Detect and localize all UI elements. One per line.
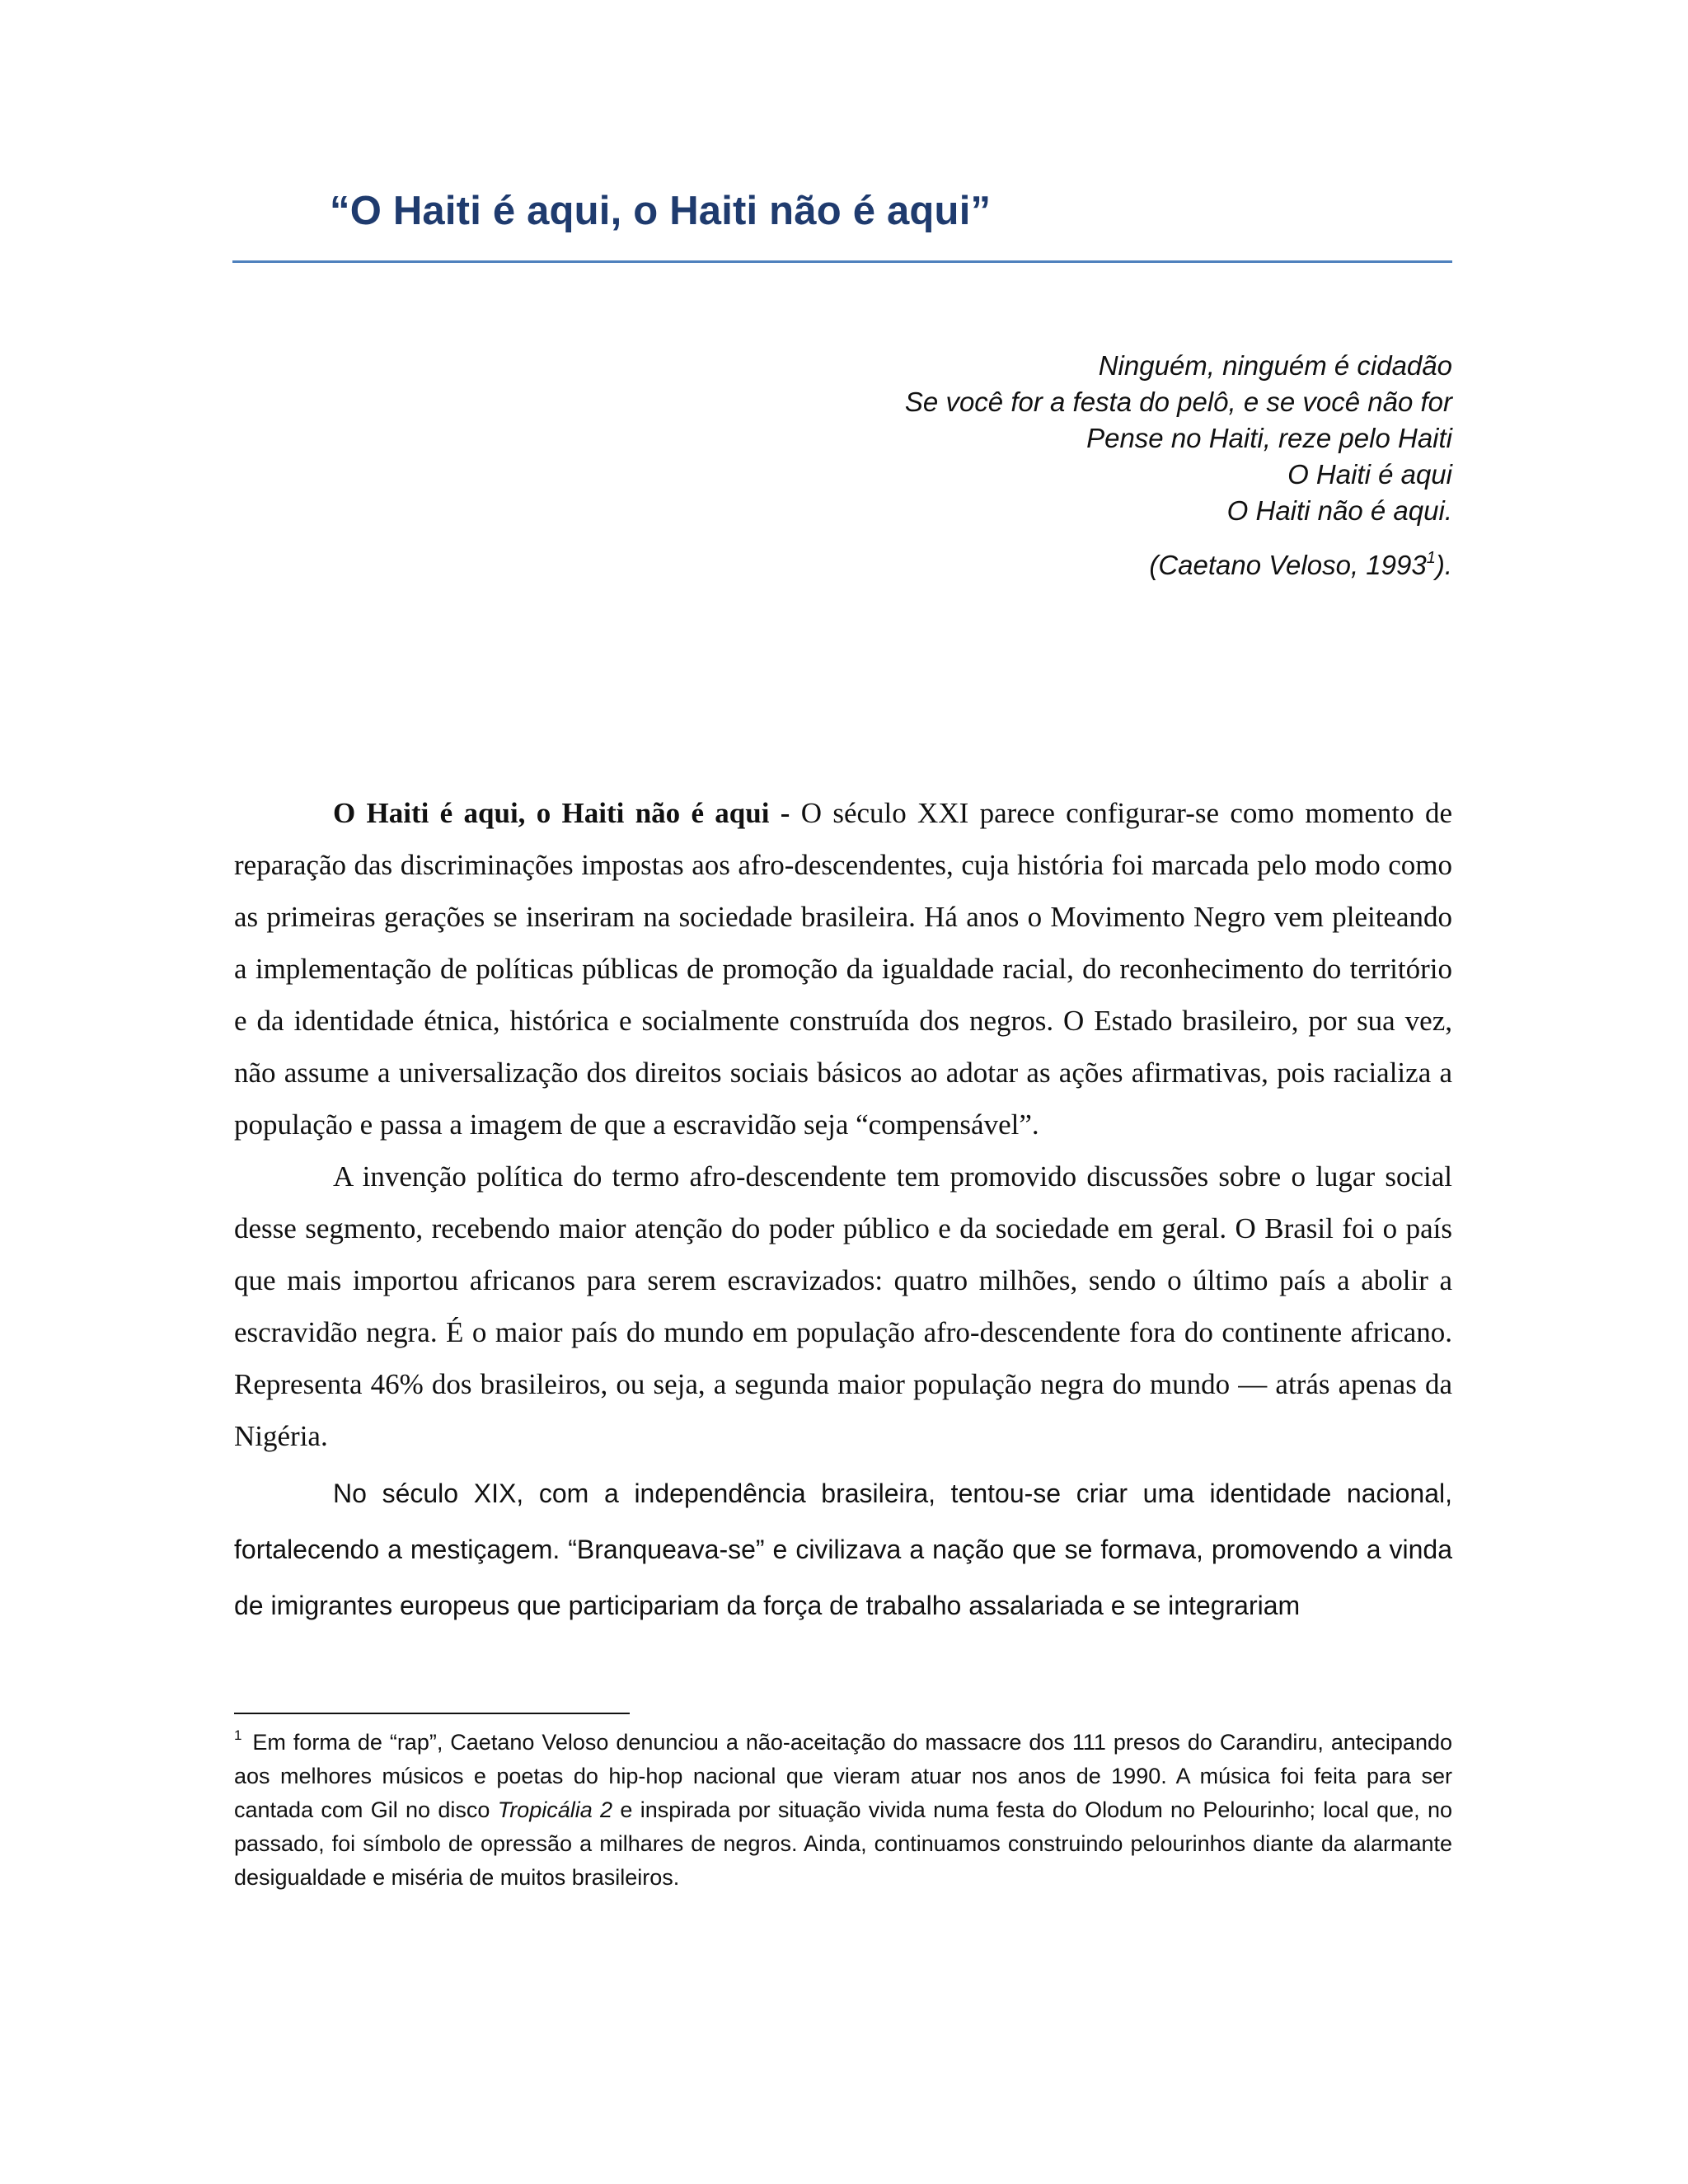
footnote-text-end: e inspirada por situação vivida numa festa do Olodum no Pelourinho; local que, no passado, foi símbolo de opressão a milhares de negros. Ainda, continuamos construindo pelourinhos diante da alarmante desigualdade e miséria de muitos brasileiros. bbox=[234, 1797, 1452, 1890]
epigraph bbox=[463, 348, 1452, 583]
album-title: Tropicália 2 bbox=[497, 1797, 613, 1822]
paragraph-1 bbox=[234, 787, 1452, 1151]
paragraph-3 bbox=[234, 1465, 1452, 1633]
paragraph-2 bbox=[234, 1151, 1452, 1462]
footnote bbox=[234, 1726, 1452, 1895]
paragraph-lead: O Haiti é aqui, o Haiti não é aqui - bbox=[333, 797, 790, 829]
epigraph-line: Ninguém, ninguém é cidadão bbox=[1098, 350, 1452, 381]
footnote-reference[interactable]: 1 bbox=[1426, 549, 1436, 567]
body-text bbox=[234, 787, 1452, 1633]
title-divider bbox=[232, 260, 1452, 263]
citation-close: ). bbox=[1435, 550, 1452, 580]
paragraph-text: O século XXI parece configurar-se como momento de reparação das discriminações impostas aos afro-descendentes, cuja história foi marcada pelo modo como as primeiras gerações se inseriram na sociedade brasileira. Há anos o Movimento Negro vem pleiteando a implementação de políticas públicas de promoção da igualdade racial, do reconhecimento do território e da identidade étnica, histórica e socialmente construída dos negros. O Estado brasileiro, por sua vez, não assume a universalização dos direitos sociais básicos ao adotar as ações afirmativas, pois racializa a população e passa a imagem de que a escravidão seja “compensável”. bbox=[234, 797, 1452, 1141]
footnote-separator bbox=[234, 1713, 630, 1714]
epigraph-line: O Haiti não é aqui. bbox=[1226, 495, 1452, 526]
footnote-text: Em forma de “rap”, Caetano Veloso denunciou a não-aceitação do massacre dos 111 presos do Carandiru, antecipando aos melhores músicos e poetas do hip-hop nacional que vieram atuar nos anos de 1990. A música foi feita para ser cantada com Gil no disco bbox=[234, 1730, 1452, 1822]
epigraph-line: O Haiti é aqui bbox=[1287, 459, 1452, 490]
epigraph-line: Se você for a festa do pelô, e se você não for bbox=[904, 387, 1452, 417]
paragraph-text: No século XIX, com a independência brasileira, tentou-se criar uma identidade nacional, fortalecendo a mestiçagem. “Branqueava-se” e civilizava a nação que se formava, promovendo a vinda de imigrantes europeus que participariam da força de trabalho assalariada e se integrariam bbox=[234, 1479, 1452, 1620]
epigraph-line: Pense no Haiti, reze pelo Haiti bbox=[1086, 423, 1452, 453]
footnote-marker: 1 bbox=[234, 1727, 242, 1743]
paragraph-text: A invenção política do termo afro-descendente tem promovido discussões sobre o lugar social desse segmento, recebendo maior atenção do poder público e da sociedade em geral. O Brasil foi o país que mais importou africanos para serem escravizados: quatro milhões, sendo o último país a abolir a escravidão negra. É o maior país do mundo em população afro-descendente fora do continente africano. Representa 46% dos brasileiros, ou seja, a segunda maior população negra do mundo — atrás apenas da Nigéria. bbox=[234, 1160, 1452, 1452]
page-title: “O Haiti é aqui, o Haiti não é aqui” bbox=[330, 189, 992, 233]
epigraph-citation bbox=[463, 547, 1452, 583]
citation-text: (Caetano Veloso, 1993 bbox=[1149, 550, 1427, 580]
